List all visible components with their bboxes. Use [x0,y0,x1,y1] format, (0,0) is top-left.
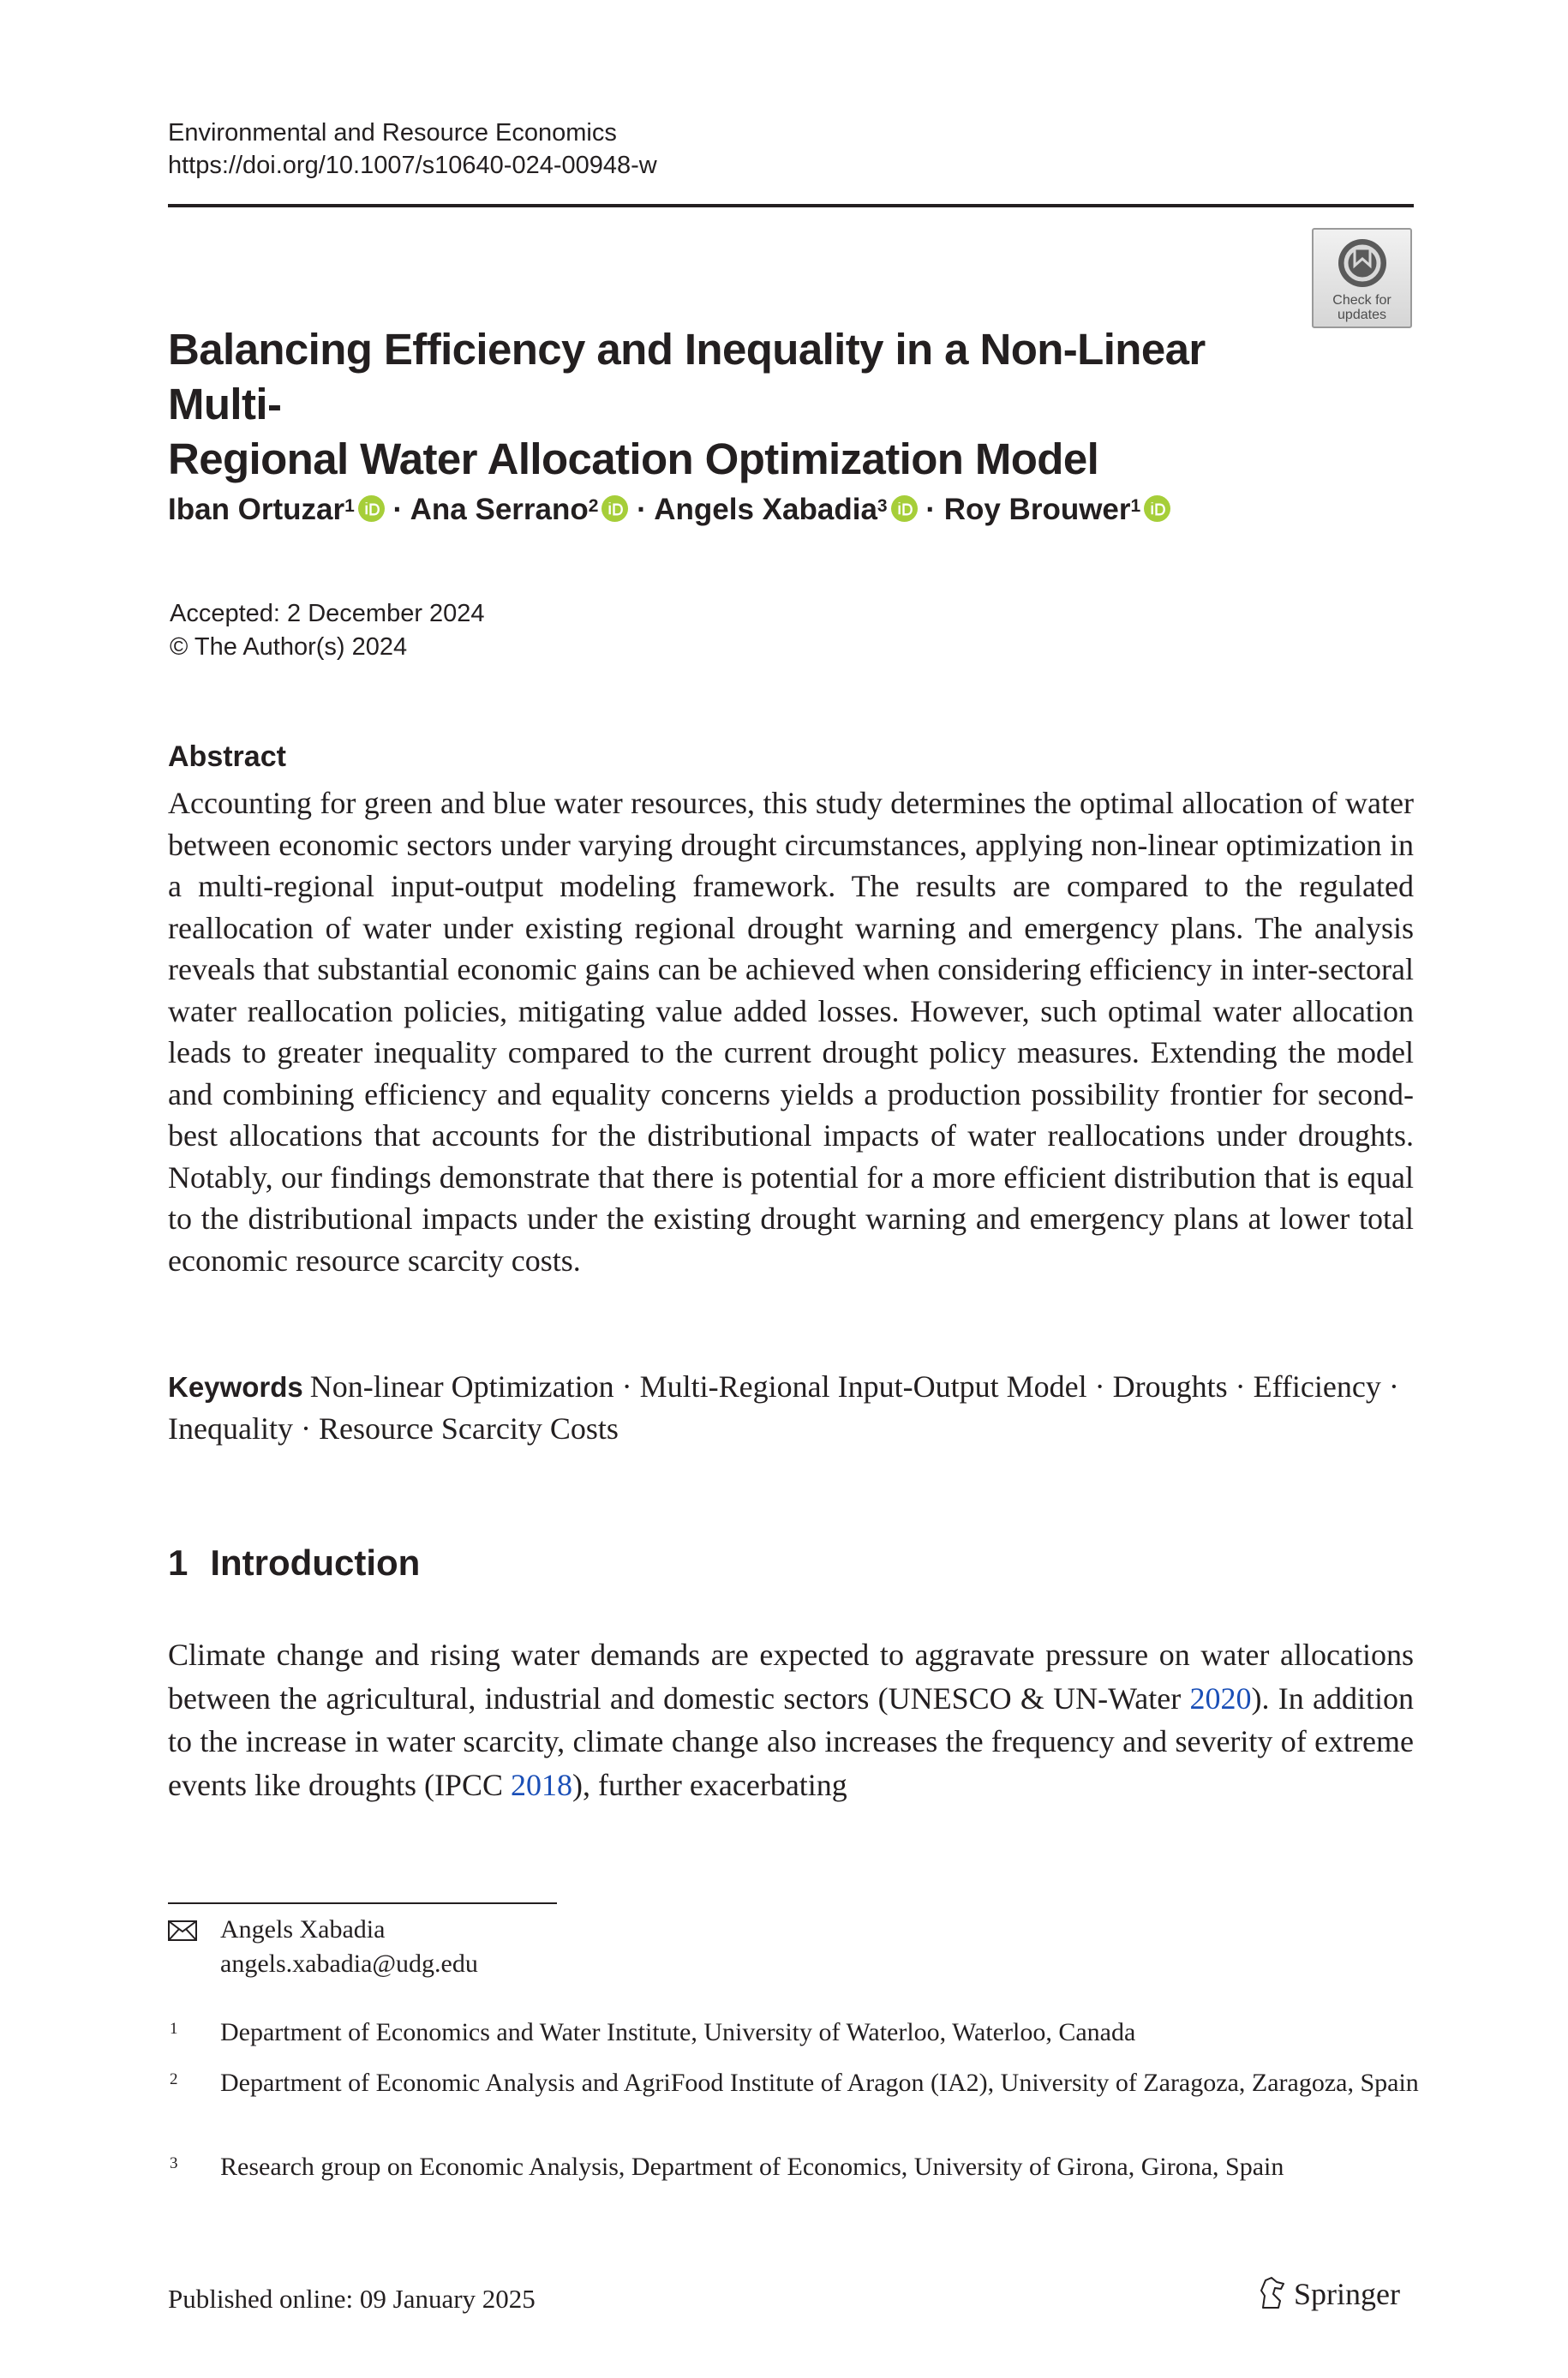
article-title [168,322,1282,487]
doi-link[interactable]: https://doi.org/10.1007/s10640-024-00948-w [168,152,657,179]
affiliation-3 [168,2150,1419,2184]
keyword-separator: · [1086,1369,1113,1404]
author-name[interactable]: Iban Ortuzar [168,493,345,526]
updates-label-1: Check for [1332,293,1391,308]
author-list [168,488,1170,531]
author-separator: · [917,493,944,526]
springer-horse-icon [1258,2277,1287,2309]
publisher-logo [1258,2276,1400,2312]
keywords [168,1366,1419,1449]
corresponding-author [220,1913,478,1981]
envelope-icon [168,1920,197,1941]
affiliation-1 [168,2016,1419,2050]
keyword-separator: · [292,1411,319,1446]
abstract-heading: Abstract [168,740,286,773]
keyword: Efficiency [1253,1369,1381,1404]
contact-email[interactable]: angels.xabadia@udg.edu [220,1950,478,1978]
keyword: Inequality [168,1411,293,1446]
journal-name: Environmental and Resource Economics [168,119,617,147]
affiliation-text: Research group on Economic Analysis, Department of Economics, University of Girona, Girona, Spain [220,2153,1284,2181]
section-title: Introduction [210,1542,421,1583]
author-affiliation-mark: 1 [344,496,355,516]
header-rule [168,204,1414,207]
orcid-icon[interactable] [891,495,918,522]
author-name[interactable]: Angels Xabadia [654,493,877,526]
accepted-date: Accepted: 2 December 2024 [170,600,485,627]
author-separator: · [628,493,655,526]
orcid-icon[interactable] [358,495,385,522]
orcid-icon[interactable] [601,495,628,522]
affiliation-text: Department of Economic Analysis and AgriFood Institute of Aragon (IA2), University of Zaragoza, Zaragoza, Spain [220,2069,1419,2097]
intro-text-3: ), further exacerbating [572,1767,847,1802]
affiliation-number: 3 [170,2154,178,2172]
section-heading [168,1542,420,1584]
contact-name: Angels Xabadia [220,1915,386,1944]
author-affiliation-mark: 1 [1130,496,1141,516]
intro-text-2: ). In addition to the increase in water scarcity, climate change also increases the frequency and severity of extreme events like droughts (IPCC [168,1680,1414,1802]
intro-paragraph [168,1633,1414,1806]
abstract-text: Accounting for green and blue water resources, this study determines the optimal allocation of water between economic sectors under varying drought circumstances, applying non-linear optimization in a multi-regional input-output modeling framework. The results are compared to the regulated reallocation of water under existing regional drought warning and emergency plans. The analysis reveals that substantial economic gains can be achieved when considering efficiency in inter-sectoral water reallocation policies, mitigating value added losses. However, such optimal water allocation leads to greater inequality compared to the current drought policy measures. Extending the model and combining efficiency and equality concerns yields a production possibility frontier for second-best allocations that accounts for the distributional impacts of water reallocations under droughts. Notably, our findings demonstrate that there is potential for a more efficient distribution that is equal to the distributional impacts under the existing drought warning and emergency plans at lower total economic resource scarcity costs. [168,786,1414,1278]
keyword: Non-linear Optimization [309,1369,614,1404]
keywords-heading: Keywords [168,1371,303,1403]
keywords-list [168,1369,1399,1446]
journal-header [168,117,657,182]
citation-link[interactable]: 2018 [510,1767,572,1802]
footnote-rule [168,1902,557,1904]
author-affiliation-mark: 3 [877,496,888,516]
section-number: 1 [168,1542,189,1583]
affiliation-text: Department of Economics and Water Institute, University of Waterloo, Waterloo, Canada [220,2018,1136,2046]
keyword-separator: · [613,1369,640,1404]
intro-text-1: Climate change and rising water demands are expected to aggravate pressure on water allocations between the agricultural, industrial and domestic sectors (UNESCO & UN-Water [168,1638,1414,1716]
published-date: Published online: 09 January 2025 [168,2284,536,2314]
keyword: Droughts [1112,1369,1228,1404]
keyword-separator: · [1227,1369,1254,1404]
title-line-2: Regional Water Allocation Optimization Model [168,434,1099,483]
affiliation-number: 1 [170,2020,178,2038]
title-line-1: Balancing Efficiency and Inequality in a Non-Linear Multi- [168,325,1206,428]
publisher-name: Springer [1294,2277,1400,2311]
keyword: Resource Scarcity Costs [318,1411,619,1446]
author-separator: · [384,493,410,526]
keyword: Multi-Regional Input-Output Model [639,1369,1087,1404]
affiliation-2 [168,2066,1419,2100]
orcid-icon[interactable] [1144,495,1170,522]
author-name[interactable]: Ana Serrano [410,493,589,526]
copyright: © The Author(s) 2024 [170,633,408,661]
author-name[interactable]: Roy Brouwer [943,493,1131,526]
author-affiliation-mark: 2 [588,496,599,516]
citation-link[interactable]: 2020 [1189,1680,1252,1716]
check-for-updates-badge[interactable] [1312,228,1412,328]
check-for-updates-icon [1336,237,1389,290]
affiliation-number: 2 [170,2070,178,2088]
keyword-separator: · [1380,1369,1399,1404]
updates-label-2: updates [1338,308,1386,322]
article-dates [170,597,485,664]
